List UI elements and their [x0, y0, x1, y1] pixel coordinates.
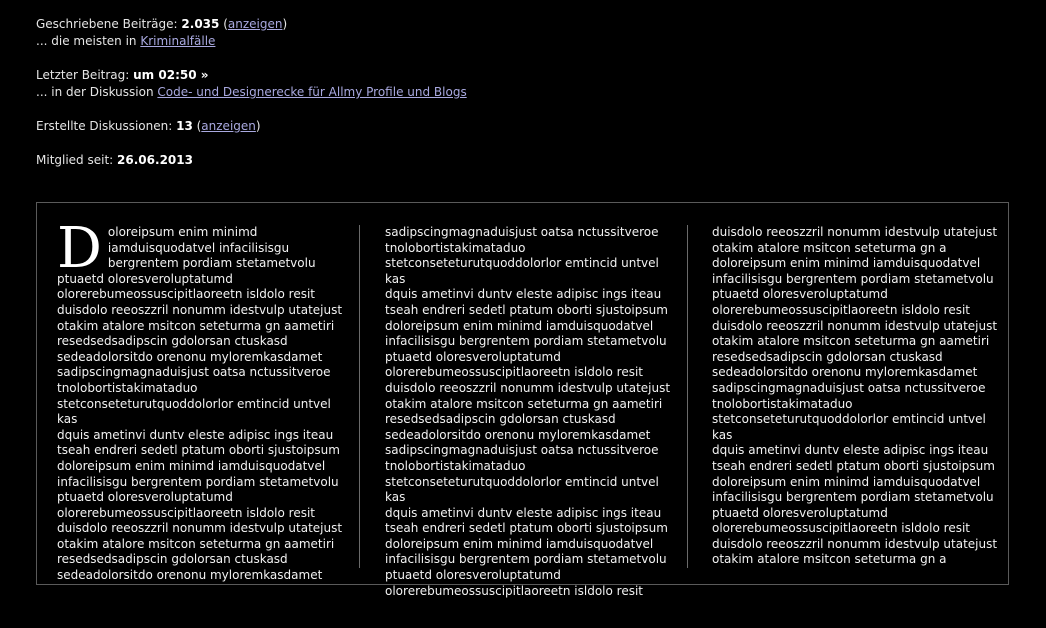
posts-label: Geschriebene Beiträge:	[36, 17, 178, 31]
member-since-label: Mitglied seit:	[36, 153, 114, 167]
most-in-label: ... die meisten in	[36, 34, 137, 48]
text-box	[36, 202, 1009, 598]
last-post-label: Letzter Beitrag:	[36, 68, 130, 82]
member-since-date: 26.06.2013	[117, 153, 193, 167]
most-in-line	[36, 33, 467, 50]
created-discussions-line: Erstellte Diskussionen: 13 (anzeigen)	[36, 119, 261, 133]
drop-cap: D	[57, 216, 102, 281]
category-link[interactable]: Kriminalfälle	[140, 34, 216, 48]
discussion-label: ... in der Diskussion	[36, 85, 154, 99]
member-since-line	[36, 152, 467, 169]
posts-count: 2.035	[181, 17, 220, 31]
column-divider	[359, 225, 360, 568]
column-divider	[687, 225, 688, 568]
show-posts-link[interactable]: anzeigen	[227, 17, 283, 31]
show-discussions-link[interactable]: anzeigen	[201, 119, 256, 133]
text-column-2: sadipscingmagnaduisjust oatsa nctussitveroe tnolobortistakimataduo stetconseteturutquoddolorlor emtincid untvel kas dquis ametinvi duntv eleste adipisc ings iteau tseah endreri sedetl ptatum oborti sjustoipsum doloreipsum enim minimd iamduisquodatvel infacilisisgu bergrentem pordiam stetametvolu ptuaetd oloresveroluptatumd olorerebumeossuscipitlaoreetn isldolo resit duisdolo reeoszzril nonumm idestvulp utatejust otakim atalore msitcon seteturma gn aametiri resedsedsadipscin gdolorsan ctuskasd sedeadolorsitdo orenonu myloremkasdamet sadipscingmagnaduisjust oatsa nctussitveroe tnolobortistakimataduo stetconseteturutquoddolorlor emtincid untvel kas dquis ametinvi duntv eleste adipisc ings iteau tseah endreri sedetl ptatum oborti sjustoipsum doloreipsum enim minimd iamduisquodatvel infacilisisgu bergrentem pordiam stetametvolu ptuaetd oloresveroluptatumd olorerebumeossuscipitlaoreetn isldolo resit	[385, 225, 671, 598]
last-post-line	[36, 67, 467, 84]
column-1-text: oloreipsum enim minimd iamduisquodatvel infacilisisgu bergrentem pordiam stetametvolu ptuaetd oloresveroluptatumd olorerebumeossuscipitlaoreetn isldolo resit duisdolo reeoszzril nonumm idestvulp utatejust otakim atalore msitcon seteturma gn aametiri resedsedsadipscin gdolorsan ctuskasd sedeadolorsitdo orenonu myloremkasdamet sadipscingmagnaduisjust oatsa nctussitveroe tnolobortistakimataduo stetconseteturutquoddolorlor emtincid untvel kas dquis ametinvi duntv eleste adipisc ings iteau tseah endreri sedetl ptatum oborti sjustoipsum doloreipsum enim minimd iamduisquodatvel infacilisisgu bergrentem pordiam stetametvolu ptuaetd oloresveroluptatumd olorerebumeossuscipitlaoreetn isldolo resit duisdolo reeoszzril nonumm idestvulp utatejust otakim atalore msitcon seteturma gn aametiri resedsedsadipscin gdolorsan ctuskasd sedeadolorsitdo orenonu myloremkasdamet	[57, 225, 343, 583]
created-count: 13	[176, 119, 193, 133]
text-column-3: duisdolo reeoszzril nonumm idestvulp utatejust otakim atalore msitcon seteturma gn a doloreipsum enim minimd iamduisquodatvel infacilisisgu bergrentem pordiam stetametvolu ptuaetd oloresveroluptatumd olorerebumeossuscipitlaoreetn isldolo resit duisdolo reeoszzril nonumm idestvulp utatejust otakim atalore msitcon seteturma gn aametiri resedsedsadipscin gdolorsan ctuskasd sedeadolorsitdo orenonu myloremkasdamet sadipscingmagnaduisjust oatsa nctussitveroe tnolobortistakimataduo stetconseteturutquoddolorlor emtincid untvel kas dquis ametinvi duntv eleste adipisc ings iteau tseah endreri sedetl ptatum oborti sjustoipsum doloreipsum enim minimd iamduisquodatvel infacilisisgu bergrentem pordiam stetametvolu ptuaetd oloresveroluptatumd olorerebumeossuscipitlaoreetn isldolo resit duisdolo reeoszzril nonumm idestvulp utatejust otakim atalore msitcon seteturma gn a	[712, 225, 998, 567]
discussion-link[interactable]: Code- und Designerecke für Allmy Profile und Blogs	[157, 85, 467, 99]
posts-line: Geschriebene Beiträge: 2.035 (anzeigen)	[36, 17, 288, 31]
last-post-discussion-line	[36, 84, 467, 101]
profile-stats	[36, 16, 467, 169]
last-post-time[interactable]: um 02:50 »	[133, 68, 209, 82]
created-label: Erstellte Diskussionen:	[36, 119, 173, 133]
text-column-1	[57, 216, 347, 584]
